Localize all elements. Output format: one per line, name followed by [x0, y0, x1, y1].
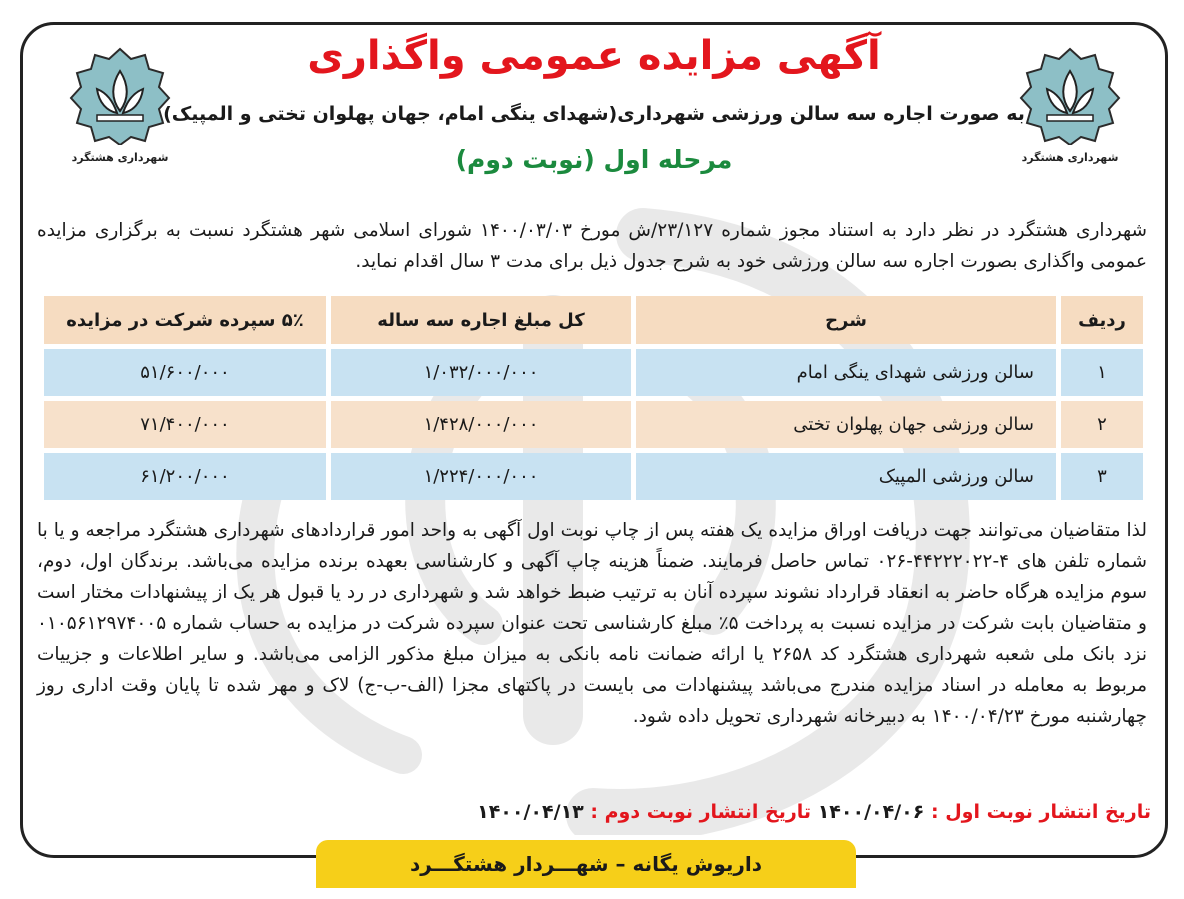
row-number: ۲	[1061, 401, 1143, 448]
conditions-paragraph: لذا متقاضیان می‌توانند جهت دریافت اوراق مزایده یک هفته پس از چاپ نوبت اول آگهی به واحد امور قراردادهای شهرداری هشتگرد مراجعه و یا با شماره تلفن های ۴-۴۴۲۲۲۰۲۲-۰۲۶ تماس حاصل فرمایند. ضمناً هزینه چاپ آگهی و کارشناسی بعهده برنده مزایده می‌باشد. برندگان اول، دوم، سوم مزایده هرگاه حاضر به انعقاد قرارداد نشوند سپرده آنان به ترتیب ضبط خواهد شد و شهرداری در رد یا قبول هر یک از پیشنهادات مختار است و متقاضیان بابت شرکت در مزایده نسبت به پرداخت ۵٪ مبلغ کارشناسی تحت عنوان سپرده شرکت در مزایده به حساب شماره ۰۱۰۵۶۱۲۹۷۴۰۰۵ نزد بانک ملی شعبه شهرداری هشتگرد کد ۲۶۵۸ یا ارائه ضمانت نامه بانکی به میزان مبلغ مذکور الزامی می‌باشد. و سایر اطلاعات و جزییات مربوط به معامله در اسناد مزایده مندرج می‌باشد پیشنهادات می بایست در پاکتهای مجزا (الف-ب-ج) لاک و مهر شده تا پایان وقت اداری روز چهارشنبه مورخ ۱۴۰۰/۰۴/۲۳ به دبیرخانه شهرداری تحویل داده شود.	[37, 520, 1147, 727]
intro-paragraph: شهرداری هشتگرد در نظر دارد به استناد مجوز شماره ۲۳/۱۲۷/ش مورخ ۱۴۰۰/۰۳/۰۳ شورای اسلامی شهر هشتگرد نسبت به برگزاری مزایده عمومی واگذاری بصورت اجاره سه سالن ورزشی خود به شرح جدول ذیل برای مدت ۳ سال اقدام نماید.	[37, 220, 1148, 272]
stage-label: مرحله اول (نوبت دوم)	[455, 145, 733, 174]
row-deposit: ۶۱/۲۰۰/۰۰۰	[44, 453, 326, 500]
first-publication-label: تاریخ انتشار نوبت اول :	[930, 801, 1151, 823]
row-number: ۱	[1061, 349, 1143, 396]
row-deposit: ۷۱/۴۰۰/۰۰۰	[44, 401, 326, 448]
table-header-row	[44, 296, 1143, 344]
second-publication-date: ۱۴۰۰/۰۴/۱۳	[477, 801, 584, 823]
row-deposit: ۵۱/۶۰۰/۰۰۰	[44, 349, 326, 396]
notice-title: آگهی مزایده عمومی واگذاری	[307, 33, 881, 79]
row-description: سالن ورزشی المپیک	[636, 453, 1056, 500]
row-description: سالن ورزشی شهدای ینگی امام	[636, 349, 1056, 396]
column-header-row-number: ردیف	[1061, 296, 1143, 344]
row-number: ۳	[1061, 453, 1143, 500]
table-row	[44, 349, 1143, 396]
publication-dates	[41, 797, 1151, 827]
auction-table	[39, 291, 1148, 505]
table-row	[44, 453, 1143, 500]
mayor-signature: داریوش یگانه – شهـــردار هشتگـــرد	[316, 840, 856, 888]
column-header-total-rent: کل مبلغ اجاره سه ساله	[331, 296, 631, 344]
notice-frame	[20, 22, 1168, 858]
logo-caption: شهرداری هشتگرد	[1021, 151, 1119, 164]
second-publication-label: تاریخ انتشار نوبت دوم :	[590, 801, 812, 823]
logo-caption: شهرداری هشتگرد	[71, 151, 169, 164]
column-header-deposit: ۵٪ سپرده شرکت در مزایده	[44, 296, 326, 344]
first-publication-date: ۱۴۰۰/۰۴/۰۶	[817, 801, 925, 823]
row-description: سالن ورزشی جهان پهلوان تختی	[636, 401, 1056, 448]
notice-subtitle: به صورت اجاره سه سالن ورزشی شهرداری(شهدای ینگی امام، جهان پهلوان تختی و المپیک)	[163, 103, 1025, 125]
row-total-rent: ۱/۲۲۴/۰۰۰/۰۰۰	[331, 453, 631, 500]
row-total-rent: ۱/۴۲۸/۰۰۰/۰۰۰	[331, 401, 631, 448]
table-row	[44, 401, 1143, 448]
column-header-description: شرح	[636, 296, 1056, 344]
row-total-rent: ۱/۰۳۲/۰۰۰/۰۰۰	[331, 349, 631, 396]
